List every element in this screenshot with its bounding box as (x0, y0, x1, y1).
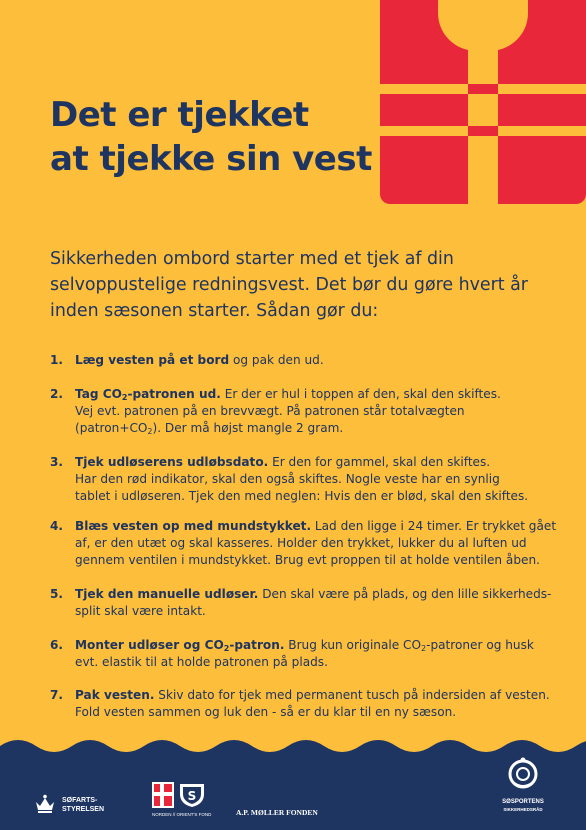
orients-fond-shield-icon (178, 782, 206, 808)
step-text: Fold vesten sammen og luk den - så er du klar til en ny sæson. (75, 705, 457, 719)
step-number: 4. (50, 519, 64, 533)
step-text: split skal være intakt. (75, 604, 206, 618)
step-text: Brug kun originale $CO_2$-patroner og husk (284, 638, 534, 653)
lifebuoy-icon (507, 756, 539, 792)
step-number: 7. (50, 688, 64, 702)
logo-norden-orients-fond: NORDEN // ORIENT'S FOND (152, 812, 212, 817)
step-text: af, er den utæt og skal kasseres. Holder den trykket, lukker du al luften ud (75, 536, 527, 550)
step-text: og pak den ud. (229, 353, 324, 367)
step-lead: Tjek den manuelle udløser. (75, 587, 259, 601)
step-lead: Tjek udløserens udløbsdato. (75, 455, 269, 469)
step-lead: Blæs vesten op med mundstykket. (75, 519, 312, 533)
step-text: Er den for gammel, skal den skiftes. (268, 455, 491, 469)
intro-line-3: inden sæsonen starter. Sådan gør du: (50, 301, 379, 321)
step-number: 2. (50, 387, 64, 401)
title-line-2: at tjekke sin vest (50, 139, 372, 179)
step-text: Lad den ligge i 24 timer. Er trykket gået (311, 519, 557, 533)
step-text: tablet i udløseren. Tjek den med neglen: Hvis den er blød, skal den skiftes. (75, 489, 529, 503)
footer (0, 738, 586, 830)
life-vest-icon (380, 0, 586, 204)
step-text: Skiv dato for tjek med permanent tusch på indersiden af vesten. (154, 688, 550, 702)
svg-text:S: S (187, 789, 197, 803)
intro-line-1: Sikkerheden ombord starter med et tjek af din (50, 249, 454, 269)
step-number: 3. (50, 455, 64, 469)
norden-flag-icon (152, 782, 174, 808)
step-text: Vej evt. patronen på en brevvægt. På patronen står totalvægten (75, 404, 465, 418)
intro-paragraph (50, 246, 540, 324)
logo-sofartsstyrelsen: SØFARTS- STYRELSEN (62, 797, 105, 813)
step-number: 6. (50, 638, 64, 652)
step-text: gennem ventilen i mundstykket. Brug evt proppen til at holde ventilen åben. (75, 553, 540, 567)
step-lead: Tag $CO_2$-patronen ud. (75, 387, 221, 402)
step-lead: Læg vesten på et bord (75, 353, 230, 367)
crown-icon (34, 794, 56, 814)
step-lead: Monter udløser og $CO_2$-patron. (75, 638, 285, 653)
intro-line-2: selvoppustelige redningsvest. Det bør du gøre hvert år (50, 275, 528, 295)
step-text: Har den rød indikator, skal den også skiftes. Nogle veste har en synlig (75, 472, 500, 486)
step-lead: Pak vesten. (75, 688, 155, 702)
step-text: Den skal være på plads, og den lille sikkerheds- (258, 587, 552, 601)
step-text: $(patron+CO_2)$. Der må højst mangle 2 gram. (75, 421, 344, 436)
step-number: 1. (50, 353, 64, 367)
page-title (50, 93, 372, 181)
step-number: 5. (50, 587, 64, 601)
step-text: Er der er hul i toppen af den, skal den skiftes. (220, 387, 501, 401)
title-line-1: Det er tjekket (50, 95, 309, 135)
logo-ap-moller-fonden: A.P. MØLLER FONDEN (236, 808, 318, 817)
step-text: evt. elastik til at holde patronen på plads. (75, 655, 328, 669)
logo-sosportens-sikkerhedsraad: SØSPORTENS SIKKERHEDSRÅD (502, 799, 544, 812)
